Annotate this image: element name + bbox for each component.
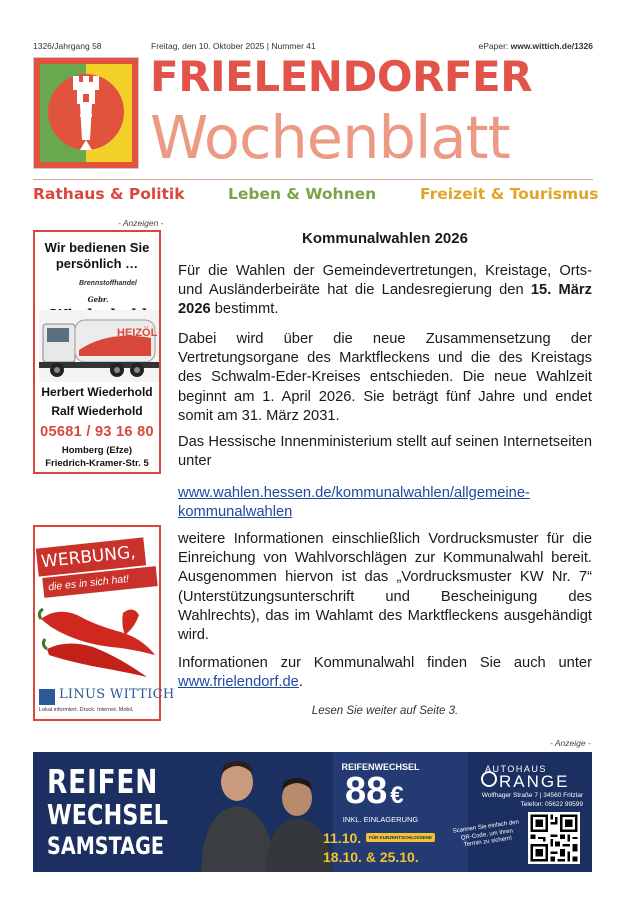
truck-label: HEIZÖL xyxy=(117,327,158,339)
article-paragraph-4: weitere Informationen einschließlich Vordrucksmuster für die Einreichung von Wahlvorschlägen zur Kommunalwahl bereit. Ausgenommen hiervon ist das „Vordrucksmuster KW Nr. 7“ (Unterstützungsunterschrift und Bescheinigung des Wahlrechts), das im Wahlamt des Marktfleckens ausgehändigt wird. xyxy=(178,531,592,644)
tower-icon xyxy=(40,64,132,162)
section-leben-wohnen[interactable]: Leben & Wohnen xyxy=(228,185,377,203)
contact-name-herbert: Herbert Wiederhold xyxy=(41,385,153,399)
ad-wiederhold[interactable] xyxy=(33,230,161,474)
article-title: Kommunalwahlen 2026 xyxy=(302,230,468,247)
section-rathaus-politik[interactable]: Rathaus & Politik xyxy=(33,185,185,203)
linus-wittich-logo xyxy=(39,687,175,717)
masthead-wochenblatt: Wochenblatt xyxy=(150,103,510,172)
issue-number: 1326/Jahrgang 58 xyxy=(33,41,102,51)
ad-reifenwechsel-banner[interactable] xyxy=(33,752,592,872)
issue-date: Freitag, den 10. Oktober 2025 | Nummer 41 xyxy=(151,41,316,51)
range-phone[interactable]: Telefon: 05622 99599 xyxy=(520,801,583,808)
offer-pill: FÜR KURZENTSCHLOSSENE xyxy=(366,833,435,842)
epaper-info xyxy=(479,41,594,51)
masthead-frielendorfer: FRIELENDORFER xyxy=(150,52,533,101)
article-paragraph-1: Für die Wahlen der Gemeindevertretungen, Kreistage, Orts- und Ausländerbeiräte hat die Landesregierung den 15. März 2026 bestimmt. xyxy=(178,263,592,318)
offer-title: REIFENWECHSEL xyxy=(341,762,420,772)
section-freizeit-tourismus[interactable]: Freizeit & Tourismus xyxy=(420,185,599,203)
werbung-headline: WERBUNG, xyxy=(36,537,146,576)
banner-ad-label: - Anzeige - xyxy=(550,738,591,748)
linus-wittich-icon xyxy=(39,689,55,705)
ad-wiederhold-street: Friedrich-Kramer-Str. 5 xyxy=(45,458,149,469)
chili-peppers-image xyxy=(37,605,157,681)
masthead-divider xyxy=(33,179,593,180)
banner-headline-samstage: SAMSTAGE xyxy=(47,832,164,860)
link-frielendorf[interactable]: www.frielendorf.de xyxy=(178,674,299,691)
election-date: 15. März 2026 xyxy=(178,282,592,318)
article-paragraph-3: Das Hessische Innenministerium stellt auf seinen Internetseiten unter xyxy=(178,434,592,470)
offer-date-2: 18.10. & 25.10. xyxy=(323,849,419,865)
range-address: Wolfhager Straße 7 | 34560 Fritzlar xyxy=(481,792,583,799)
link-wahlen-hessen[interactable]: www.wahlen.hessen.de/kommunalwahlen/allgemeine-kommunalwahlen xyxy=(178,485,530,521)
banner-headline-reifen: REIFEN xyxy=(47,762,159,801)
linus-wittich-tagline: Lokal informiert. Druck. Internet. Mobil. xyxy=(39,707,134,713)
werbung-subline: die es in sich hat! xyxy=(42,566,157,598)
article-link-wahlen-hessen xyxy=(178,484,592,522)
ad-wiederhold-city: Homberg (Efze) xyxy=(61,445,133,456)
article-paragraph-2: Dabei wird über die neue Zusammensetzung der Vertretungsorgane des Marktfleckens und die des Kreistags des Schwalm-Eder-Kreises entschieden. Die neue Wahlzeit beginnt am 1. April 2026. Sie beträgt fünf Jahre und endet somit am 31. März 2031. xyxy=(178,331,592,424)
offer-price: 88 € xyxy=(345,770,404,812)
contact-name-ralf: Ralf Wiederhold xyxy=(51,404,143,418)
ad-werbung[interactable] xyxy=(33,525,175,721)
brand-prefix: Gebr. xyxy=(87,295,109,304)
epaper-label: ePaper: xyxy=(478,41,511,51)
qr-code-icon[interactable] xyxy=(528,812,580,864)
ad-wiederhold-phone[interactable]: 05681 / 93 16 80 xyxy=(40,424,154,440)
range-logo: RANGE xyxy=(499,772,570,791)
linus-wittich-name: LINUS WITTICH xyxy=(59,687,175,702)
continue-note: Lesen Sie weiter auf Seite 3. xyxy=(311,705,459,717)
qr-instruction: Scannen Sie einfach den QR-Code, um Ihren Termin zu sichern! xyxy=(452,819,520,849)
coat-of-arms-logo xyxy=(33,57,139,169)
banner-headline-wechsel: WECHSEL xyxy=(47,798,168,831)
tank-truck-image xyxy=(39,310,159,382)
ads-label: - Anzeigen - xyxy=(118,218,164,228)
article-paragraph-5: Informationen zur Kommunalwahl finden Sie auch unter www.frielendorf.de. xyxy=(178,655,592,691)
wiederhold-brand-logo xyxy=(43,279,153,309)
autohaus-label: AUTOHAUS xyxy=(485,764,547,774)
offer-inkl: INKL. EINLAGERUNG xyxy=(342,815,419,824)
epaper-link[interactable]: www.wittich.de/1326 xyxy=(510,41,593,51)
ad-wiederhold-headline: Wir bedienen Sie persönlich … xyxy=(44,240,150,271)
offer-date-1: 11.10. xyxy=(323,830,362,846)
brand-small-text: Brennstoffhandel xyxy=(79,280,137,287)
